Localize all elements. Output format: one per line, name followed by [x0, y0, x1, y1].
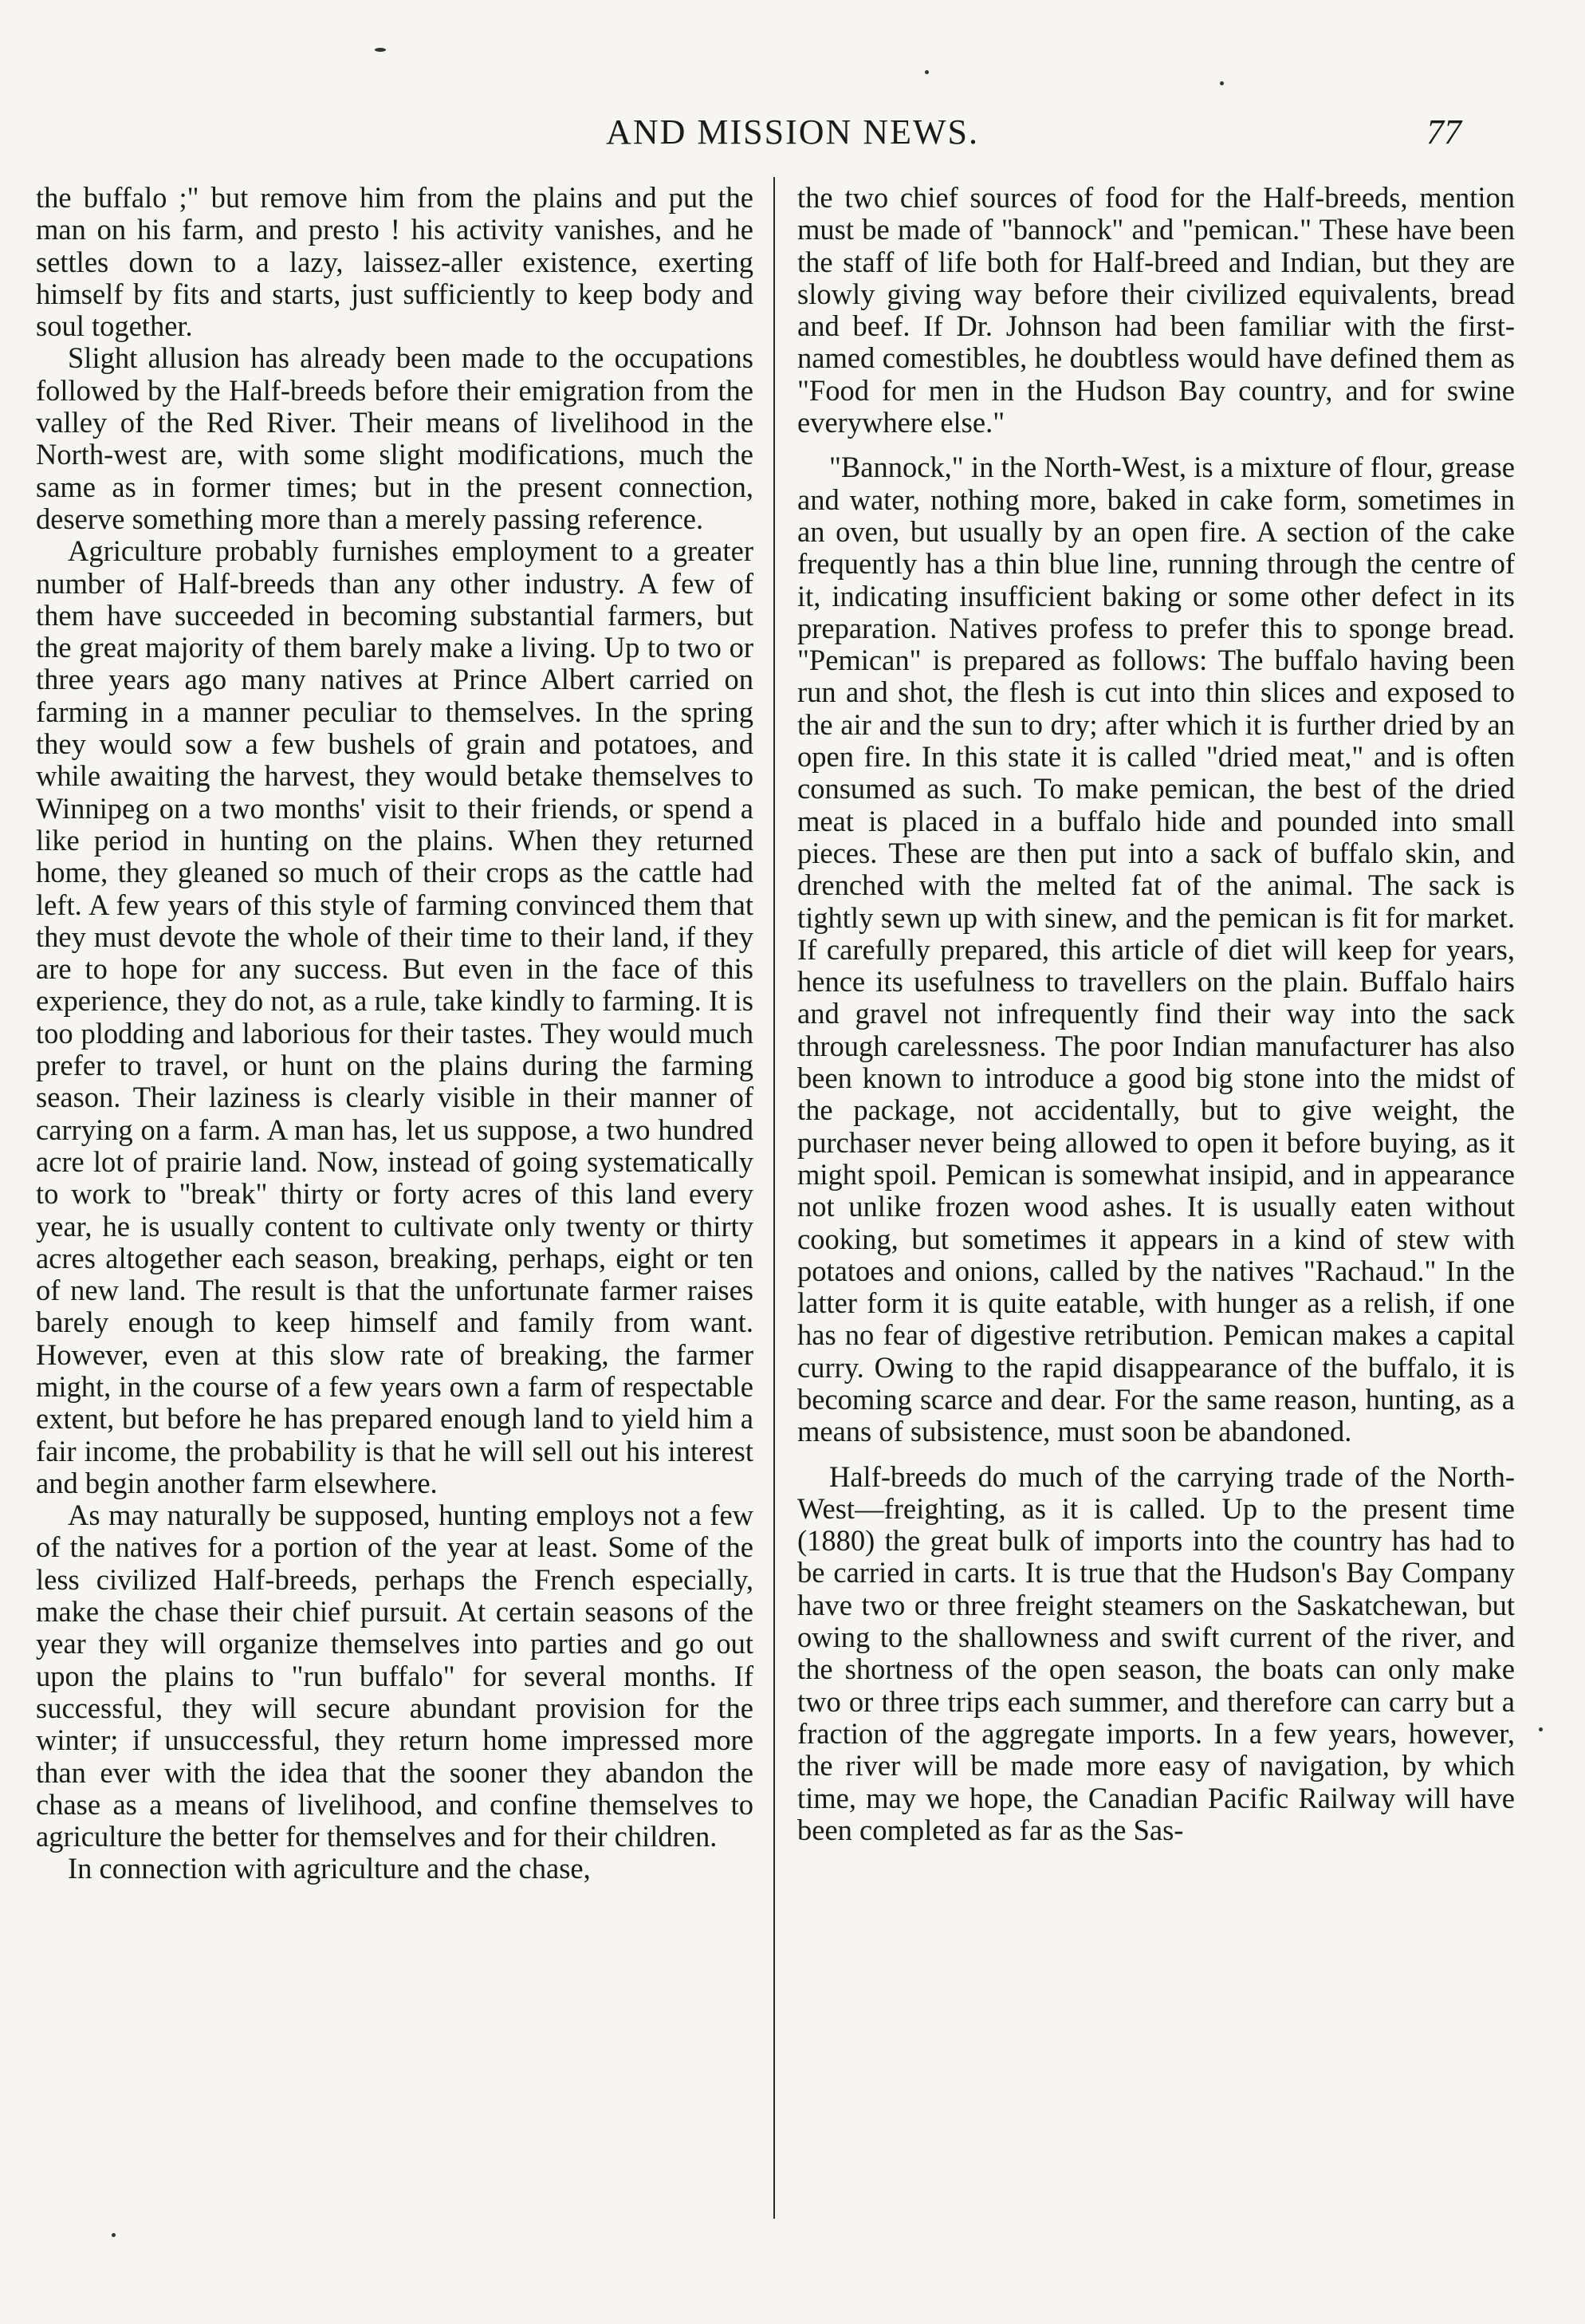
paragraph: Agriculture probably furnishes employment to a greater number of Half-breeds than any other industry. A few of them have succeeded in becoming substantial farmers, but the great majority of them barely make a living. Up to two or three years ago many natives at Prince Albert carried on farming in a manner peculiar to themselves. In the spring they would sow a few bushels of grain and potatoes, and while awaiting the harvest, they would betake themselves to Winnipeg on a two months' visit to their friends, or spend a like period in hunting on the plains. When they returned home, they gleaned so much of their crops as the cattle had left. A few years of this style of farming convinced them that they must devote the whole of their time to their land, if they are to hope for any success. But even in the face of this experience, they do not, as a rule, take kindly to farming. It is too plodding and laborious for their tastes. They would much prefer to travel, or hunt on the plains during the farming season. Their laziness is clearly visible in their manner of carrying on a farm. A man has, let us suppose, a two hundred acre lot of prairie land. Now, instead of going systematically to work to "break" thirty or forty acres of this land every year, he is usually content to cultivate only twenty or thirty acres altogether each season, breaking, perhaps, eight or ten of new land. The result is that the unfortunate farmer raises barely enough to keep himself and family from want. However, even at this slow rate of breaking, the farmer might, in the course of a few years own a farm of respectable extent, but before he has prepared enough land to yield him a fair income, the probability is that he will sell out his interest and begin another farm elsewhere.	[36, 534, 753, 1499]
paragraph: Slight allusion has already been made to the occupations followed by the Half-breeds before their emigration from the valley of the Red River. Their means of livelihood in the North-west are, with some slight modifications, much the same as in former times; but in the present connection, deserve something more than a merely passing reference.	[36, 341, 753, 535]
running-title: AND MISSION NEWS.	[606, 112, 979, 152]
paragraph: In connection with agriculture and the chase,	[68, 1852, 591, 1885]
print-speck	[1220, 81, 1224, 85]
print-speck	[112, 2233, 116, 2237]
print-speck	[1539, 1727, 1543, 1731]
paragraph: the buffalo ;" but remove him from the plains and put the man on his farm, and presto ! his activity vanishes, and he settles down to a lazy, laissez-aller existence, exerting himself by fits and starts, just sufficiently to keep body and soul together.	[36, 181, 753, 343]
column-divider	[773, 177, 775, 2219]
print-speck	[375, 48, 386, 52]
print-speck	[925, 70, 929, 74]
paragraph: the two chief sources of food for the Half-breeds, mention must be made of "bannock" and "pemican." These have been the staff of life both for Half-breed and Indian, but they are slowly giving way before their civilized equivalents, bread and beef. If Dr. Johnson had been familiar with the first-named comestibles, he doubtless would have defined them as "Food for men in the Hudson Bay country, and for swine everywhere else."	[797, 181, 1515, 439]
left-column	[36, 182, 753, 1885]
paragraph: "Bannock," in the North-West, is a mixture of flour, grease and water, nothing more, baked in cake form, sometimes in an oven, but usually by an open fire. A section of the cake frequently has a thin blue line, running through the centre of it, indicating insufficient baking or some other defect in its preparation. Natives profess to prefer this to sponge bread. "Pemican" is prepared as follows: The buffalo having been run and shot, the flesh is cut into thin slices and exposed to the air and the sun to dry; after which it is further dried by an open fire. In this state it is called "dried meat," and is often consumed as such. To make pemican, the best of the dried meat is placed in a buffalo hide and pounded into small pieces. These are then put into a sack of buffalo skin, and drenched with the melted fat of the animal. The sack is tightly sewn up with sinew, and the pemican is fit for market. If carefully prepared, this article of diet will keep for years, hence its usefulness to travellers on the plain. Buffalo hairs and gravel not infrequently find their way into the sack through carelessness. The poor Indian manufacturer has also been known to introduce a good big stone into the midst of the package, not accidentally, but to give weight, the purchaser never being allowed to open it before buying, as it might spoil. Pemican is somewhat insipid, and in appearance not unlike frozen wood ashes. It is usually eaten without cooking, but sometimes it appears in a kind of stew with potatoes and onions, called by the natives "Rachaud." In the latter form it is quite eatable, with hunger as a relish, if one has no fear of digestive retribution. Pemican makes a capital curry. Owing to the rapid disappearance of the buffalo, it is becoming scarce and dear. For the same reason, hunting, as a means of subsistence, must soon be abandoned.	[797, 451, 1515, 1448]
right-column	[797, 182, 1515, 1846]
page-number: 77	[1426, 112, 1461, 152]
paragraph: As may naturally be supposed, hunting employs not a few of the natives for a portion of the year at least. Some of the less civilized Half-breeds, perhaps the French especially, make the chase their chief pursuit. At certain seasons of the year they will organize themselves into parties and go out upon the plains to "run buffalo" for several months. If successful, they will secure abundant provision for the winter; if unsuccessful, they return home impressed more than ever with the idea that the sooner they abandon the chase as a means of livelihood, and confine themselves to agriculture the better for themselves and for their children.	[36, 1499, 753, 1853]
paragraph: Half-breeds do much of the carrying trade of the North-West—freighting, as it is called. Up to the present time (1880) the great bulk of imports into the country has had to be carried in carts. It is true that the Hudson's Bay Company have two or three freight steamers on the Saskatchewan, but owing to the shallowness and swift current of the river, and the shortness of the open season, the boats can only make two or three trips each summer, and therefore can carry but a fraction of the aggregate imports. In a few years, however, the river will be made more easy of navigation, by which time, may we hope, the Canadian Pacific Railway will have been completed as far as the Sas-	[797, 1459, 1515, 1846]
page-header	[0, 112, 1585, 160]
